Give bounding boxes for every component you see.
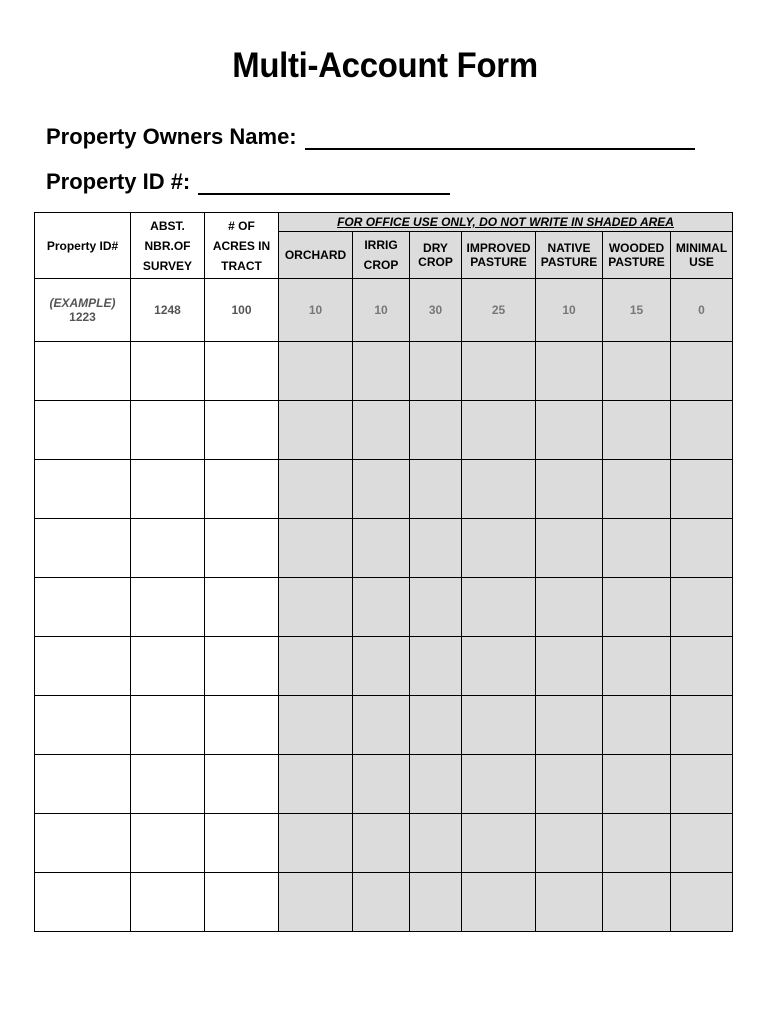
cell-abstract[interactable] <box>131 401 205 460</box>
cell-improved-pasture <box>462 814 536 873</box>
header-native-pasture: NATIVE PASTURE <box>536 232 603 279</box>
cell-property-id[interactable] <box>35 578 131 637</box>
account-table <box>34 212 733 932</box>
property-id-input-line[interactable] <box>198 171 450 195</box>
cell-orchard <box>279 342 353 401</box>
cell-property-id[interactable] <box>35 460 131 519</box>
cell-improved-pasture <box>462 696 536 755</box>
cell-native-pasture <box>536 519 603 578</box>
cell-minimal-use <box>671 578 733 637</box>
cell-orchard <box>279 460 353 519</box>
cell-minimal-use <box>671 519 733 578</box>
cell-property-id[interactable] <box>35 401 131 460</box>
header-acres: # OF ACRES IN TRACT <box>205 213 279 279</box>
table-row <box>35 342 733 401</box>
example-minimal-use: 0 <box>671 279 733 342</box>
example-native-pasture: 10 <box>536 279 603 342</box>
cell-dry-crop <box>410 755 462 814</box>
cell-irrig-crop <box>353 401 410 460</box>
cell-irrig-crop <box>353 873 410 932</box>
cell-minimal-use <box>671 814 733 873</box>
cell-improved-pasture <box>462 578 536 637</box>
cell-dry-crop <box>410 519 462 578</box>
cell-property-id[interactable] <box>35 519 131 578</box>
office-use-notice: FOR OFFICE USE ONLY, DO NOT WRITE IN SHADED AREA <box>279 213 733 232</box>
cell-abstract[interactable] <box>131 873 205 932</box>
cell-dry-crop <box>410 814 462 873</box>
cell-wooded-pasture <box>603 873 671 932</box>
cell-improved-pasture <box>462 342 536 401</box>
cell-acres[interactable] <box>205 460 279 519</box>
cell-improved-pasture <box>462 519 536 578</box>
property-id-label: Property ID #: <box>46 169 191 194</box>
header-improved-pasture: IMPROVED PASTURE <box>462 232 536 279</box>
header-dry-crop: DRY CROP <box>410 232 462 279</box>
cell-acres[interactable] <box>205 755 279 814</box>
cell-minimal-use <box>671 460 733 519</box>
header-orchard: ORCHARD <box>279 232 353 279</box>
owner-name-field <box>46 124 695 150</box>
table-row <box>35 401 733 460</box>
cell-minimal-use <box>671 342 733 401</box>
example-property-id: (EXAMPLE) 1223 <box>35 279 131 342</box>
header-abstract-number: ABST. NBR.OF SURVEY <box>131 213 205 279</box>
cell-property-id[interactable] <box>35 814 131 873</box>
cell-irrig-crop <box>353 519 410 578</box>
cell-dry-crop <box>410 637 462 696</box>
cell-native-pasture <box>536 814 603 873</box>
cell-abstract[interactable] <box>131 755 205 814</box>
cell-irrig-crop <box>353 578 410 637</box>
cell-acres[interactable] <box>205 873 279 932</box>
table-row <box>35 637 733 696</box>
cell-acres[interactable] <box>205 401 279 460</box>
cell-minimal-use <box>671 873 733 932</box>
cell-property-id[interactable] <box>35 696 131 755</box>
table-row <box>35 519 733 578</box>
cell-abstract[interactable] <box>131 696 205 755</box>
cell-orchard <box>279 578 353 637</box>
form-title: Multi-Account Form <box>232 46 538 85</box>
cell-improved-pasture <box>462 755 536 814</box>
cell-orchard <box>279 637 353 696</box>
cell-wooded-pasture <box>603 755 671 814</box>
example-irrig-crop: 10 <box>353 279 410 342</box>
property-id-field <box>46 169 450 195</box>
example-improved-pasture: 25 <box>462 279 536 342</box>
cell-abstract[interactable] <box>131 460 205 519</box>
table-row <box>35 814 733 873</box>
cell-dry-crop <box>410 578 462 637</box>
table-row <box>35 578 733 637</box>
owner-name-input-line[interactable] <box>305 126 695 150</box>
example-dry-crop: 30 <box>410 279 462 342</box>
example-acres: 100 <box>205 279 279 342</box>
cell-abstract[interactable] <box>131 519 205 578</box>
cell-abstract[interactable] <box>131 814 205 873</box>
cell-orchard <box>279 401 353 460</box>
cell-acres[interactable] <box>205 342 279 401</box>
cell-orchard <box>279 519 353 578</box>
cell-irrig-crop <box>353 342 410 401</box>
cell-wooded-pasture <box>603 814 671 873</box>
cell-native-pasture <box>536 460 603 519</box>
cell-abstract[interactable] <box>131 342 205 401</box>
table-row <box>35 696 733 755</box>
cell-acres[interactable] <box>205 578 279 637</box>
cell-orchard <box>279 696 353 755</box>
owner-name-label: Property Owners Name: <box>46 124 297 149</box>
cell-acres[interactable] <box>205 637 279 696</box>
cell-improved-pasture <box>462 401 536 460</box>
cell-dry-crop <box>410 342 462 401</box>
cell-wooded-pasture <box>603 342 671 401</box>
cell-native-pasture <box>536 873 603 932</box>
cell-property-id[interactable] <box>35 637 131 696</box>
table-row <box>35 873 733 932</box>
cell-dry-crop <box>410 696 462 755</box>
example-abstract: 1248 <box>131 279 205 342</box>
cell-acres[interactable] <box>205 519 279 578</box>
cell-improved-pasture <box>462 460 536 519</box>
cell-wooded-pasture <box>603 637 671 696</box>
cell-native-pasture <box>536 755 603 814</box>
cell-native-pasture <box>536 637 603 696</box>
cell-wooded-pasture <box>603 519 671 578</box>
cell-dry-crop <box>410 401 462 460</box>
cell-orchard <box>279 873 353 932</box>
header-wooded-pasture: WOODED PASTURE <box>603 232 671 279</box>
cell-property-id[interactable] <box>35 873 131 932</box>
cell-acres[interactable] <box>205 814 279 873</box>
cell-irrig-crop <box>353 696 410 755</box>
cell-abstract[interactable] <box>131 637 205 696</box>
cell-irrig-crop <box>353 814 410 873</box>
cell-minimal-use <box>671 696 733 755</box>
cell-irrig-crop <box>353 755 410 814</box>
cell-native-pasture <box>536 401 603 460</box>
cell-improved-pasture <box>462 873 536 932</box>
cell-native-pasture <box>536 342 603 401</box>
cell-orchard <box>279 755 353 814</box>
cell-abstract[interactable] <box>131 578 205 637</box>
cell-orchard <box>279 814 353 873</box>
cell-native-pasture <box>536 578 603 637</box>
cell-minimal-use <box>671 755 733 814</box>
cell-improved-pasture <box>462 637 536 696</box>
table-row <box>35 755 733 814</box>
cell-wooded-pasture <box>603 460 671 519</box>
cell-native-pasture <box>536 696 603 755</box>
cell-irrig-crop <box>353 637 410 696</box>
cell-wooded-pasture <box>603 401 671 460</box>
cell-minimal-use <box>671 637 733 696</box>
example-orchard: 10 <box>279 279 353 342</box>
header-minimal-use: MINIMAL USE <box>671 232 733 279</box>
cell-wooded-pasture <box>603 696 671 755</box>
cell-property-id[interactable] <box>35 342 131 401</box>
cell-property-id[interactable] <box>35 755 131 814</box>
cell-minimal-use <box>671 401 733 460</box>
cell-wooded-pasture <box>603 578 671 637</box>
header-property-id: Property ID# <box>35 213 131 279</box>
example-row <box>35 279 733 342</box>
header-irrig-crop: IRRIG CROP <box>353 232 410 279</box>
example-wooded-pasture: 15 <box>603 279 671 342</box>
cell-dry-crop <box>410 873 462 932</box>
cell-acres[interactable] <box>205 696 279 755</box>
cell-irrig-crop <box>353 460 410 519</box>
cell-dry-crop <box>410 460 462 519</box>
table-row <box>35 460 733 519</box>
